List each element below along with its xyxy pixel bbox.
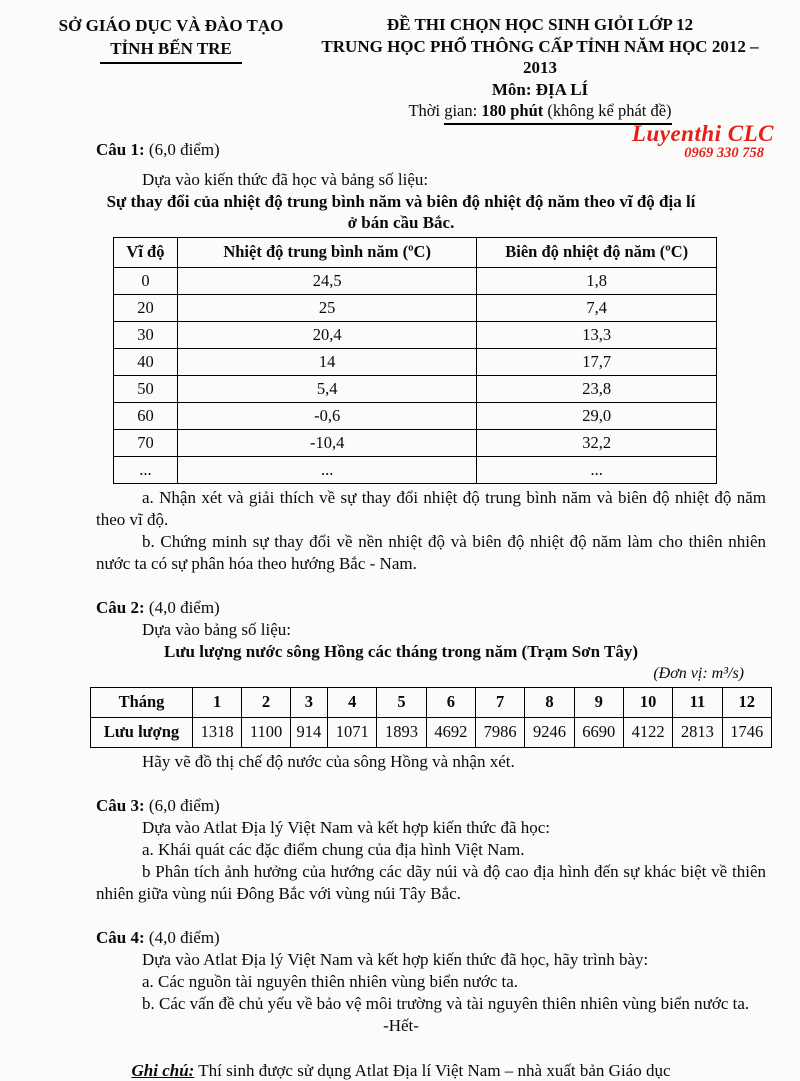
discharge-cell: 1893 (377, 717, 426, 747)
question3-item-a: a. Khái quát các đặc điểm chung của địa hình Việt Nam. (142, 839, 525, 859)
discharge-table (90, 687, 772, 748)
duration-value: 180 phút (481, 101, 544, 120)
discharge-cell: 1318 (193, 717, 242, 747)
discharge-cell: 4122 (623, 717, 672, 747)
question3-label: Câu 3: (96, 795, 145, 815)
question2-label: Câu 2: (96, 597, 145, 617)
month-cell: 6 (426, 687, 475, 717)
question2-intro: Dựa vào bảng số liệu: (142, 619, 291, 639)
cell-avg-temp: 25 (177, 294, 476, 321)
question4-item-b: b. Các vấn đề chủ yếu về bảo vệ môi trường và tài nguyên thiên nhiên vùng biển nước ta. (142, 993, 750, 1013)
authority-name: SỞ GIÁO DỤC VÀ ĐÀO TẠO (58, 16, 284, 35)
note-label: Ghi chú: (131, 1060, 195, 1080)
discharge-cell: 1071 (328, 717, 377, 747)
table-row (114, 294, 717, 321)
discharge-cell: 2813 (673, 717, 722, 747)
question3-heading (96, 795, 770, 817)
table1-title-line2: ở bán cầu Bắc. (347, 212, 455, 232)
exam-title-line2: TRUNG HỌC PHỔ THÔNG CẤP TỈNH NĂM HỌC 2012 – 2013 (321, 36, 759, 77)
note-text: Thí sinh được sử dụng Atlat Địa lí Việt Nam – nhà xuất bản Giáo dục (194, 1060, 671, 1080)
exam-note (32, 1061, 770, 1081)
watermark-brand: Luyenthi CLC (631, 121, 774, 146)
table-row (114, 348, 717, 375)
question1-label: Câu 1: (96, 139, 145, 159)
header-cell: Biên độ nhiệt độ năm (ºC) (477, 237, 717, 267)
cell-avg-temp: 24,5 (177, 267, 476, 294)
cell-amplitude: 17,7 (477, 348, 717, 375)
cell-amplitude: 13,3 (477, 321, 717, 348)
authority-province-text: TỈNH BẾN TRE (100, 37, 242, 64)
table1-title-line1: Sự thay đổi của nhiệt độ trung bình năm và biên độ nhiệt độ năm theo vĩ độ địa lí (106, 191, 696, 211)
table-row (114, 456, 717, 483)
discharge-cell: 1100 (242, 717, 290, 747)
month-cell: 4 (328, 687, 377, 717)
month-cell: 3 (290, 687, 327, 717)
exam-title-line1: ĐỀ THI CHỌN HỌC SINH GIỎI LỚP 12 (386, 15, 694, 34)
table-row (114, 321, 717, 348)
cell-latitude: ... (114, 456, 178, 483)
cell-amplitude: 1,8 (477, 267, 717, 294)
question1-item-a: a. Nhận xét và giải thích về sự thay đổi nhiệt độ trung bình năm và biên độ nhiệt độ năm theo vĩ độ. (96, 487, 766, 529)
issuing-authority-block (32, 14, 310, 125)
question2-points: (4,0 điểm) (144, 597, 220, 617)
exam-title-block (310, 14, 770, 125)
document-header (32, 14, 770, 125)
discharge-cell: 6690 (574, 717, 623, 747)
table-row (114, 375, 717, 402)
cell-avg-temp: -10,4 (177, 429, 476, 456)
month-row-label: Tháng (91, 687, 193, 717)
duration-label: gian: (444, 101, 482, 120)
exam-subject: Môn: ĐỊA LÍ (491, 79, 589, 99)
duration-suffix: (không kể phát đề) (543, 101, 672, 120)
table-row (114, 402, 717, 429)
question1-points: (6,0 điểm) (144, 139, 220, 159)
table-row (91, 717, 772, 747)
cell-latitude: 40 (114, 348, 178, 375)
cell-amplitude: 32,2 (477, 429, 717, 456)
question1-intro: Dựa vào kiến thức đã học và bảng số liệu: (142, 169, 429, 189)
discharge-row-label: Lưu lượng (91, 717, 193, 747)
cell-amplitude: 7,4 (477, 294, 717, 321)
cell-latitude: 20 (114, 294, 178, 321)
header-cell: Vĩ độ (114, 237, 178, 267)
cell-latitude: 50 (114, 375, 178, 402)
discharge-cell: 9246 (525, 717, 574, 747)
duration-prefix: Thời (408, 101, 445, 120)
question3-points: (6,0 điểm) (144, 795, 220, 815)
table-header-row (91, 687, 772, 717)
watermark-phone: 0969 330 758 (684, 145, 764, 162)
question1-item-b: b. Chứng minh sự thay đổi về nền nhiệt độ và biên độ nhiệt độ năm làm cho thiên nhiên nước ta có sự phân hóa theo hướng Bắc - Nam. (96, 531, 766, 573)
month-cell: 10 (623, 687, 672, 717)
cell-avg-temp: 5,4 (177, 375, 476, 402)
discharge-cell: 7986 (476, 717, 525, 747)
question4-item-a: a. Các nguồn tài nguyên thiên nhiên vùng biển nước ta. (142, 971, 519, 991)
month-cell: 9 (574, 687, 623, 717)
question3-intro: Dựa vào Atlat Địa lý Việt Nam và kết hợp kiến thức đã học: (142, 817, 551, 837)
question4-points: (4,0 điểm) (144, 927, 220, 947)
cell-avg-temp: ... (177, 456, 476, 483)
cell-latitude: 0 (114, 267, 178, 294)
cell-latitude: 70 (114, 429, 178, 456)
table2-title: Lưu lượng nước sông Hồng các tháng trong năm (Trạm Sơn Tây) (164, 641, 638, 661)
cell-amplitude: ... (477, 456, 717, 483)
question4-label: Câu 4: (96, 927, 145, 947)
month-cell: 1 (193, 687, 242, 717)
month-cell: 12 (722, 687, 771, 717)
cell-avg-temp: 14 (177, 348, 476, 375)
question2-heading (96, 597, 770, 619)
cell-latitude: 60 (114, 402, 178, 429)
table-row (114, 267, 717, 294)
question3-item-b: b Phân tích ảnh hưởng của hướng các dãy núi và độ cao địa hình đến sự khác biệt về thiên nhiên giữa vùng núi Đông Bắc với vùng núi Tây Bắc. (96, 861, 766, 903)
discharge-cell: 1746 (722, 717, 771, 747)
month-cell: 7 (476, 687, 525, 717)
cell-amplitude: 29,0 (477, 402, 717, 429)
month-cell: 8 (525, 687, 574, 717)
watermark (632, 122, 774, 161)
table2-unit-note: (Đơn vị: m³/s) (653, 664, 744, 682)
month-cell: 5 (377, 687, 426, 717)
cell-amplitude: 23,8 (477, 375, 717, 402)
end-of-exam-mark: -Hết- (383, 1015, 419, 1035)
month-cell: 11 (673, 687, 722, 717)
discharge-cell: 4692 (426, 717, 475, 747)
cell-latitude: 30 (114, 321, 178, 348)
table-header-row (114, 237, 717, 267)
authority-province (32, 37, 310, 64)
cell-avg-temp: 20,4 (177, 321, 476, 348)
month-cell: 2 (242, 687, 290, 717)
temperature-table (113, 237, 717, 484)
question4-intro: Dựa vào Atlat Địa lý Việt Nam và kết hợp kiến thức đã học, hãy trình bày: (142, 949, 649, 969)
header-cell: Nhiệt độ trung bình năm (ºC) (177, 237, 476, 267)
discharge-cell: 914 (290, 717, 327, 747)
question4-heading (96, 927, 770, 949)
cell-avg-temp: -0,6 (177, 402, 476, 429)
question2-task: Hãy vẽ đồ thị chế độ nước của sông Hồng và nhận xét. (142, 751, 515, 771)
table-row (114, 429, 717, 456)
